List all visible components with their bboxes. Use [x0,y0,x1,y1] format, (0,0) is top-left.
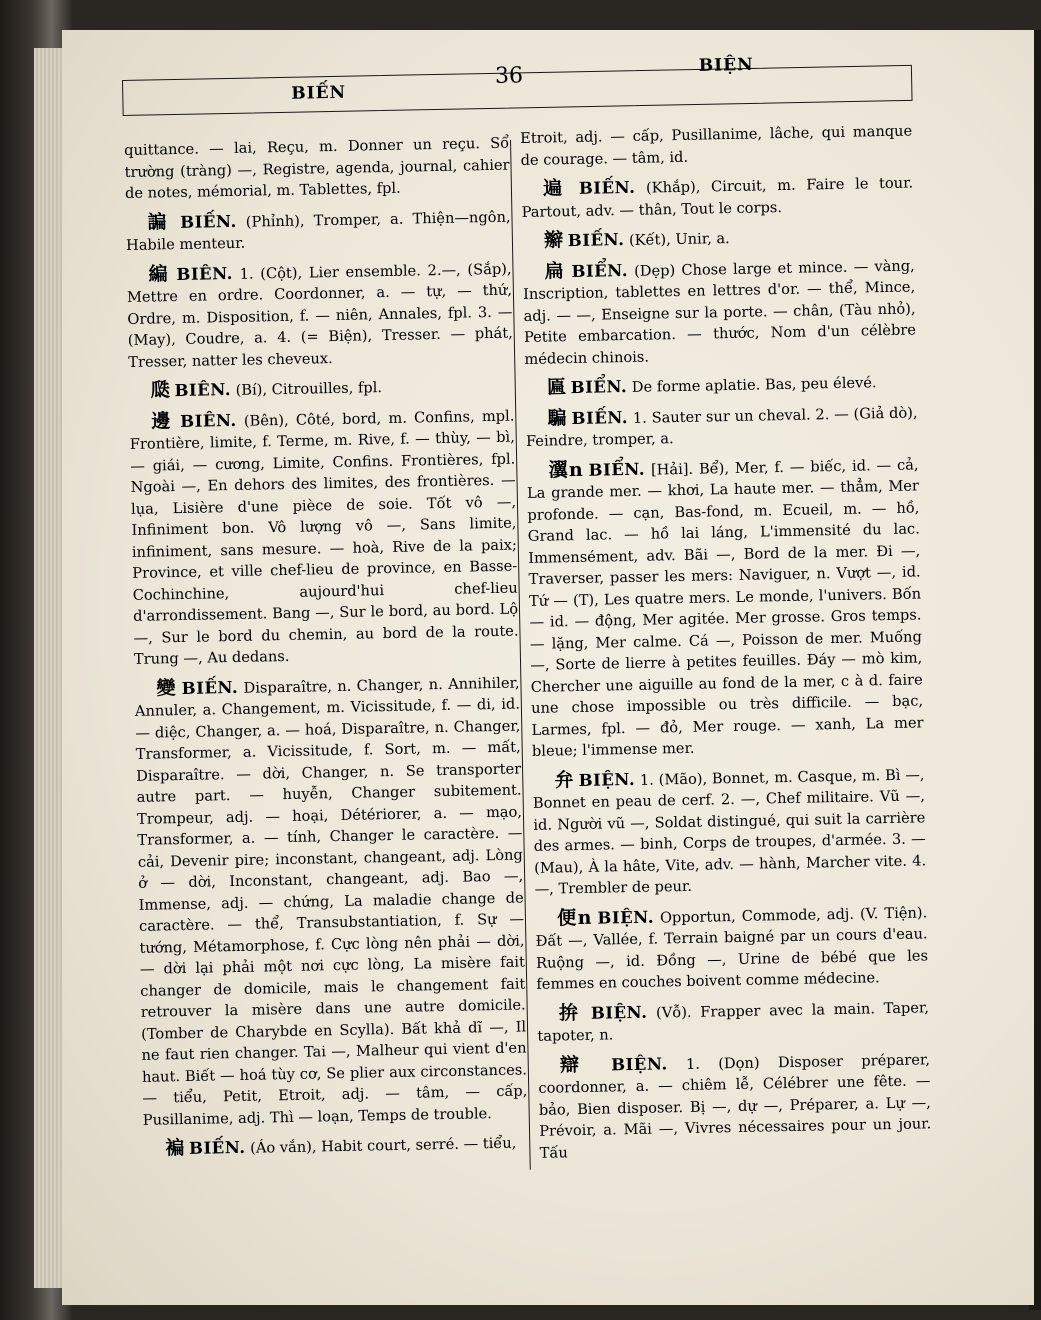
right-column [520,120,932,1171]
headword: BIỆN. [610,1053,668,1074]
entry-definition: 1. (Cột), Lier ensemble. 2.—, (Sắp), Mettre en ordre. Coordonner, a. — tự, — thứ, Ordre, m. Disposition, f. — niên, Annales, fpl. 3. —(May), Coudre, a. 4. (= Biện), Tresser. — phát, Tresser, natter les cheveux. [126,260,513,371]
dictionary-entry [535,901,929,996]
han-character: 瀷n [548,458,583,482]
han-character: 騙 [547,406,567,430]
dictionary-entry [520,120,913,171]
header-left-word: BIẾN [291,82,347,104]
han-character: 瓞 [150,379,171,402]
dictionary-entry [523,254,917,370]
dictionary-entry [143,1131,528,1161]
dictionary-entry [538,1048,932,1164]
dictionary-entry [124,133,510,205]
dictionary-entry [129,374,514,404]
headword: BIỆN. [597,907,655,928]
headword: BIẾN. [180,211,237,232]
entry-definition: 1. (Mão), Bonnet, m. Casque, m. Bì —, Bonnet en peau de cerf. 2. —, Chef militaire. Vũ —, id. Người vũ —, Soldat distingué, qui suit la carrière des armes. — binh, Corps de troupes, d'armée. 3. — (Mau), À la hâte, Vite, adv. — hành, Marcher vite. 4. —, Trembler de peur. [532,765,927,898]
entry-definition: (Kết), Unir, a. [624,229,730,250]
headword: BIỂN. [570,376,628,398]
han-character: 編 [148,262,170,286]
dictionary-entry [126,257,513,373]
headword: BIÊN. [176,263,234,284]
headword: BIỂN. [588,459,646,480]
dictionary-entry [521,171,914,223]
headword: BIỆN. [578,769,636,790]
han-character: 拚 [558,1001,583,1024]
han-character: 辯 [559,1053,593,1076]
page-number: 36 [494,63,524,89]
han-character: 弁 [554,768,574,791]
dictionary-entry [525,370,917,400]
han-character: 扁 [544,259,566,283]
dictionary-entry [134,671,528,1131]
han-character: 諞 [147,210,172,234]
dictionary-entry [129,404,519,670]
entry-definition: (Bên), Côté, bord, m. Confins, mpl. Frontière, limite, f. Terme, m. Rive, f. — thùy, — bì, — giái, — cương, Limite, Confins. Frontières, fpl. Ngoài —, En dehors des limites, des frontières. — lụa, Lisière d'une pièce de soie. Tốt vô —, Infiniment bon. Vô lượng vô —, Sans limite, infiniment, sans mesure. — hoà, Rive de la paix; Province, et ville chef-lieu de province, en Basse-Cochinchine, aujourd'hui chef-lieu d'arrondissement. Bang —, Sur le bord, au bord. Lộ —, Sur le bord du chemin, au bord de la route. Trung —, Au dedans. [129,407,519,668]
entry-definition: (Phỉnh), Tromper, a. Thiện—ngôn, Habile menteur. [125,208,511,254]
entry-definition: [Hải]. Bể), Mer, f. — biếc, id. — cả, La grande mer. — khơi, La haute mer. — thẳm, Mer profonde. — cạn, Bas-fond, m. Ecueil, m. — hồ, Grand lac. — hồ lai láng, L'immensité du lac. Immensément, adv. Bãi —, Bord de la mer. Đi —, Traverser, passer les mers: Naviguer, n. Vượt —, id. Tứ — (T), Les quatre mers. Le monde, l'univers. Bốn — id. — động, Mer agitée. Mer grosse. Gros temps. — lặng, Mer calme. Cá —, Poisson de mer. Muống —, Sorte de lierre à petites feuilles. Đáy — mò kim, Chercher une aiguille au fond de la mer, c à d. faire une chose impossible ou très difficile. — bạc, Larmes, fpl. — đỏ, Mer rouge. — xanh, La mer bleue; l'immense mer. [526,455,924,760]
entry-definition: (Bí), Citrouilles, fpl. [230,379,383,399]
han-character: 便n [556,906,592,929]
headword: BIÊN. [174,379,232,401]
entry-definition: (Dẹp) Chose large et mince. — vàng, Inscription, tablettes en lettres d'or. — thể, Mince, adj. — —, Enseigne sur la porte. — chân, (Tàu nhỏ), Petite embarcation. — thước, Nom d'un célèbre médecin chinois. [523,256,917,368]
entry-definition: Etroit, adj. — cấp, Pusillanime, lâche, qui manque de courage. — tâm, id. [520,122,913,169]
dictionary-entry [537,996,930,1048]
han-character: 辮 [543,229,564,252]
dictionary-entry [526,453,924,762]
entry-definition: (Vỗ). Frapper avec la main. Taper, tapoter, n. [537,998,930,1045]
headword: BIÊN. [179,410,237,431]
entry-definition: 1. Sauter sur un cheval. 2. — (Giả dò), Feindre, tromper, a. [525,403,918,450]
headword: BIẾN. [181,677,239,698]
headword: BIẾN. [578,177,636,198]
han-character: 邊 [151,409,174,433]
headword: BIẾN. [571,407,629,428]
han-character: 匾 [546,376,567,399]
entry-definition: De forme aplatie. Bas, peu élevé. [627,374,877,396]
headword: BIỆN. [590,1002,648,1023]
headword: BIẾN. [567,230,625,251]
entry-definition: 1. (Dọn) Disposer préparer, coordonner, a. — chiêm lễ, Célébrer une fête. — bảo, Bien disposer. Bị —, dự —, Préparer, a. Lự —, Prévoir, a. Mãi —, Vivres nécessaires pour un jour. Tấu [538,1050,932,1162]
dictionary-entry [522,223,914,253]
entry-definition: Disparaître, n. Changer, n. Annihiler, Annuler, a. Changement, m. Vicissitude, f. — di, id. — diệc, Changer, a. — hoá, Disparaître, n. Changer, Transformer, a. Vicissitude, f. Sort, m. — mất, Disparaître. — dời, Changer, n. Se transporter autre part. — huyễn, Changer subitement. Trompeur, adj. — hoại, Détériorer, a. — mạo, Transformer, a. — tính, Changer le caractère. — cải, Devenir pire; inconstant, changeant, adj. Lòng ở — dời, Inconstant, changeant, adj. Bao —, Immense, adj. — chứng, La maladie change de caractère. — thể, Transubstantiation, f. Sự — tướng, Métamorphose, f. Cực lòng nên phải — dời, — dời lại phải một nơi cực lòng, La misère fait changer de domicile, mais le changement fait retrouver la misère dans une autre domicile. (Tomber de Charybde en Scylla). Bất khả dĩ —, Il ne faut rien changer. Tai —, Malheur qui vient d'en haut. Biết — hoá tùy cơ, Se plier aux circonstances. — tiểu, Petit, Etroit, adj. — tâm, — cấp, Pusillanime, adj. Thì — loạn, Temps de trouble. [134,674,528,1129]
han-character: 褊 [165,1137,185,1160]
entry-definition: quittance. — lai, Reçu, m. Donner un reçu. Sổ trường (tràng) —, Registre, agenda, journal, cahier de notes, mémorial, m. Tablettes, fpl. [124,134,510,202]
dictionary-entry [125,205,511,256]
han-character: 遍 [542,177,569,200]
header-right-word: BIỆN [698,54,754,76]
left-column [124,133,529,1170]
headword: BIẾN. [188,1137,246,1158]
entry-definition: Opportun, Commode, adj. (V. Tiện). Đất —, Vallée, f. Terrain baigné par un cours d'eau. Ruộng —, id. Đồng —, Urine de bébé que les femmes en couches boivent comme médecine. [535,903,929,993]
headword: BIỂN. [571,260,629,281]
han-character: 變 [156,676,177,699]
entry-definition: (Áo vắn), Habit court, serré. — tiểu, [245,1134,517,1157]
dictionary-entry [525,401,918,453]
entry-definition: (Khắp), Circuit, m. Faire le tour. Partout, adv. — thân, Tout le corps. [521,174,914,221]
dictionary-entry [532,763,926,901]
